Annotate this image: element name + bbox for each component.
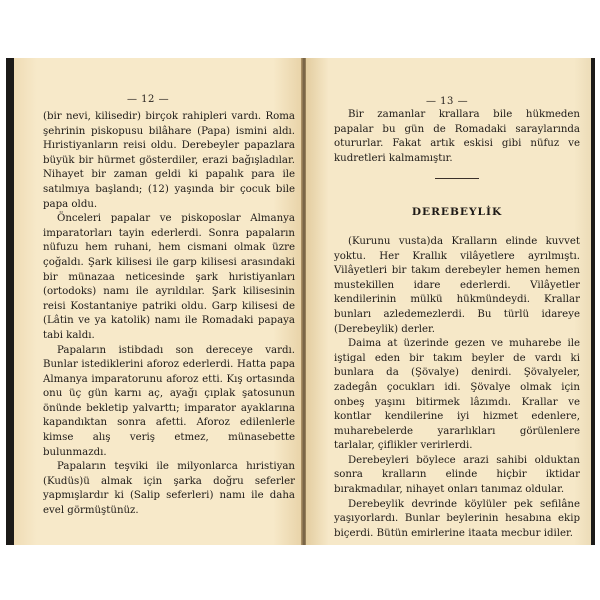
left-page xyxy=(14,58,302,545)
page-number: — 12 — xyxy=(127,94,170,105)
open-book xyxy=(6,58,595,545)
paragraph: (Kurunu vusta)da Kralların elinde kuvvet yoktu. Her Krallık vilâyetlere ayrılmıştı. Vilâyetleri bir takım derebeyler hemen hemen mustekillen idare ederlerdi. Vilâyetler kendilerinin mülkü hükmündeydi. Krallar bunları azledemezlerdi. Bu türlü idareye (Derebeylik) derler. xyxy=(334,235,580,335)
paragraph: Papaların teşviki ile milyonlarca hıristiyan (Kudüs)ü almak için şarka doğru seferler yapmışlardır ki (Salip seferleri) namı ile daha evel görmüştünüz. xyxy=(43,461,295,517)
paragraph: Önceleri papalar ve piskoposlar Almanya imparatorları tayin ederlerdi. Sonra papaların nüfuzu hem ruhani, hem cismani olmak üzre çoğaldı. Şark kilisesi ile garp kilisesi arasındaki bir münazaa neticesinde şark hıristiyanları (ortodoks) namı ile ayrıldılar. Şark kilisesinin reisi Kostantaniye patriki oldu. Garp kilisesi de (Lâtin ve ya katolik) namı ile Romadaki papaya tabi kaldı. xyxy=(43,213,295,341)
paragraph: (bir nevi, kilisedir) birçok rahipleri vardı. Roma şehrinin piskopusu bilâhare (Papa) ismini aldı. Hıristiyanların reisi oldu. Derebeyler papazlara büyük bir hürmet gösterdiler, erazi bağışladılar. Nihayet bir zaman geldi ki papalık para ile satılmıya başlandı; (12) yaşında bir çocuk bile papa oldu. xyxy=(43,111,295,210)
paragraph: Papaların istibdadı son dereceye vardı. Bunlar istediklerini aforoz ederlerdi. Hatta papa Almanya imparatorunu aforoz etti. Kış ortasında onu üç gün karnı aç, ayağı çıplak şatosunun önünde bekletip yalvarttı; imparator ayaklarına kapandıktan sonra afetti. Aforoz edilenlerle kimse alış veriş etmez, münasebette bulunmazdı. xyxy=(43,344,295,458)
page-text xyxy=(334,108,580,541)
paragraph: Bir zamanlar krallara bile hükmeden papalar bu gün de Romadaki saraylarında otururlar. Fakat artık eskisi gibi nüfuz ve kudretleri kalmamıştır. xyxy=(334,109,580,164)
page-number: — 13 — xyxy=(426,96,469,107)
paragraph: Derebeyleri böylece arazi sahibi olduktan sonra kralların elinde hiçbir iktidar bırakmadılar, nihayet onları tanımaz oldular. xyxy=(334,454,580,496)
paragraph: Daima at üzerinde gezen ve muharebe ile iştigal eden bir takım beyler de vardı ki bunlara da (Şövalye) denirdi. Şövalyeler, zadegân çocukları idi. Şövalye olmak için onbeş yaşını bitirmek lâzımdı. Krallar ve kontlar kendilerine iyi hizmet edenlere, muharebelerde yararlıkları görülenlere tarlalar, çiflikler verirlerdi. xyxy=(334,338,580,452)
page-text xyxy=(43,110,295,519)
section-heading: DEREBEYLİK xyxy=(411,206,503,219)
section-divider xyxy=(435,178,479,179)
paragraph: Derebeylik devrinde köylüler pek sefilâne yaşıyorlardı. Bunlar beylerinin hesabına ekip biçerdi. Bütün emirlerine itaata mecbur idiler. xyxy=(334,498,580,539)
right-page xyxy=(306,58,591,545)
